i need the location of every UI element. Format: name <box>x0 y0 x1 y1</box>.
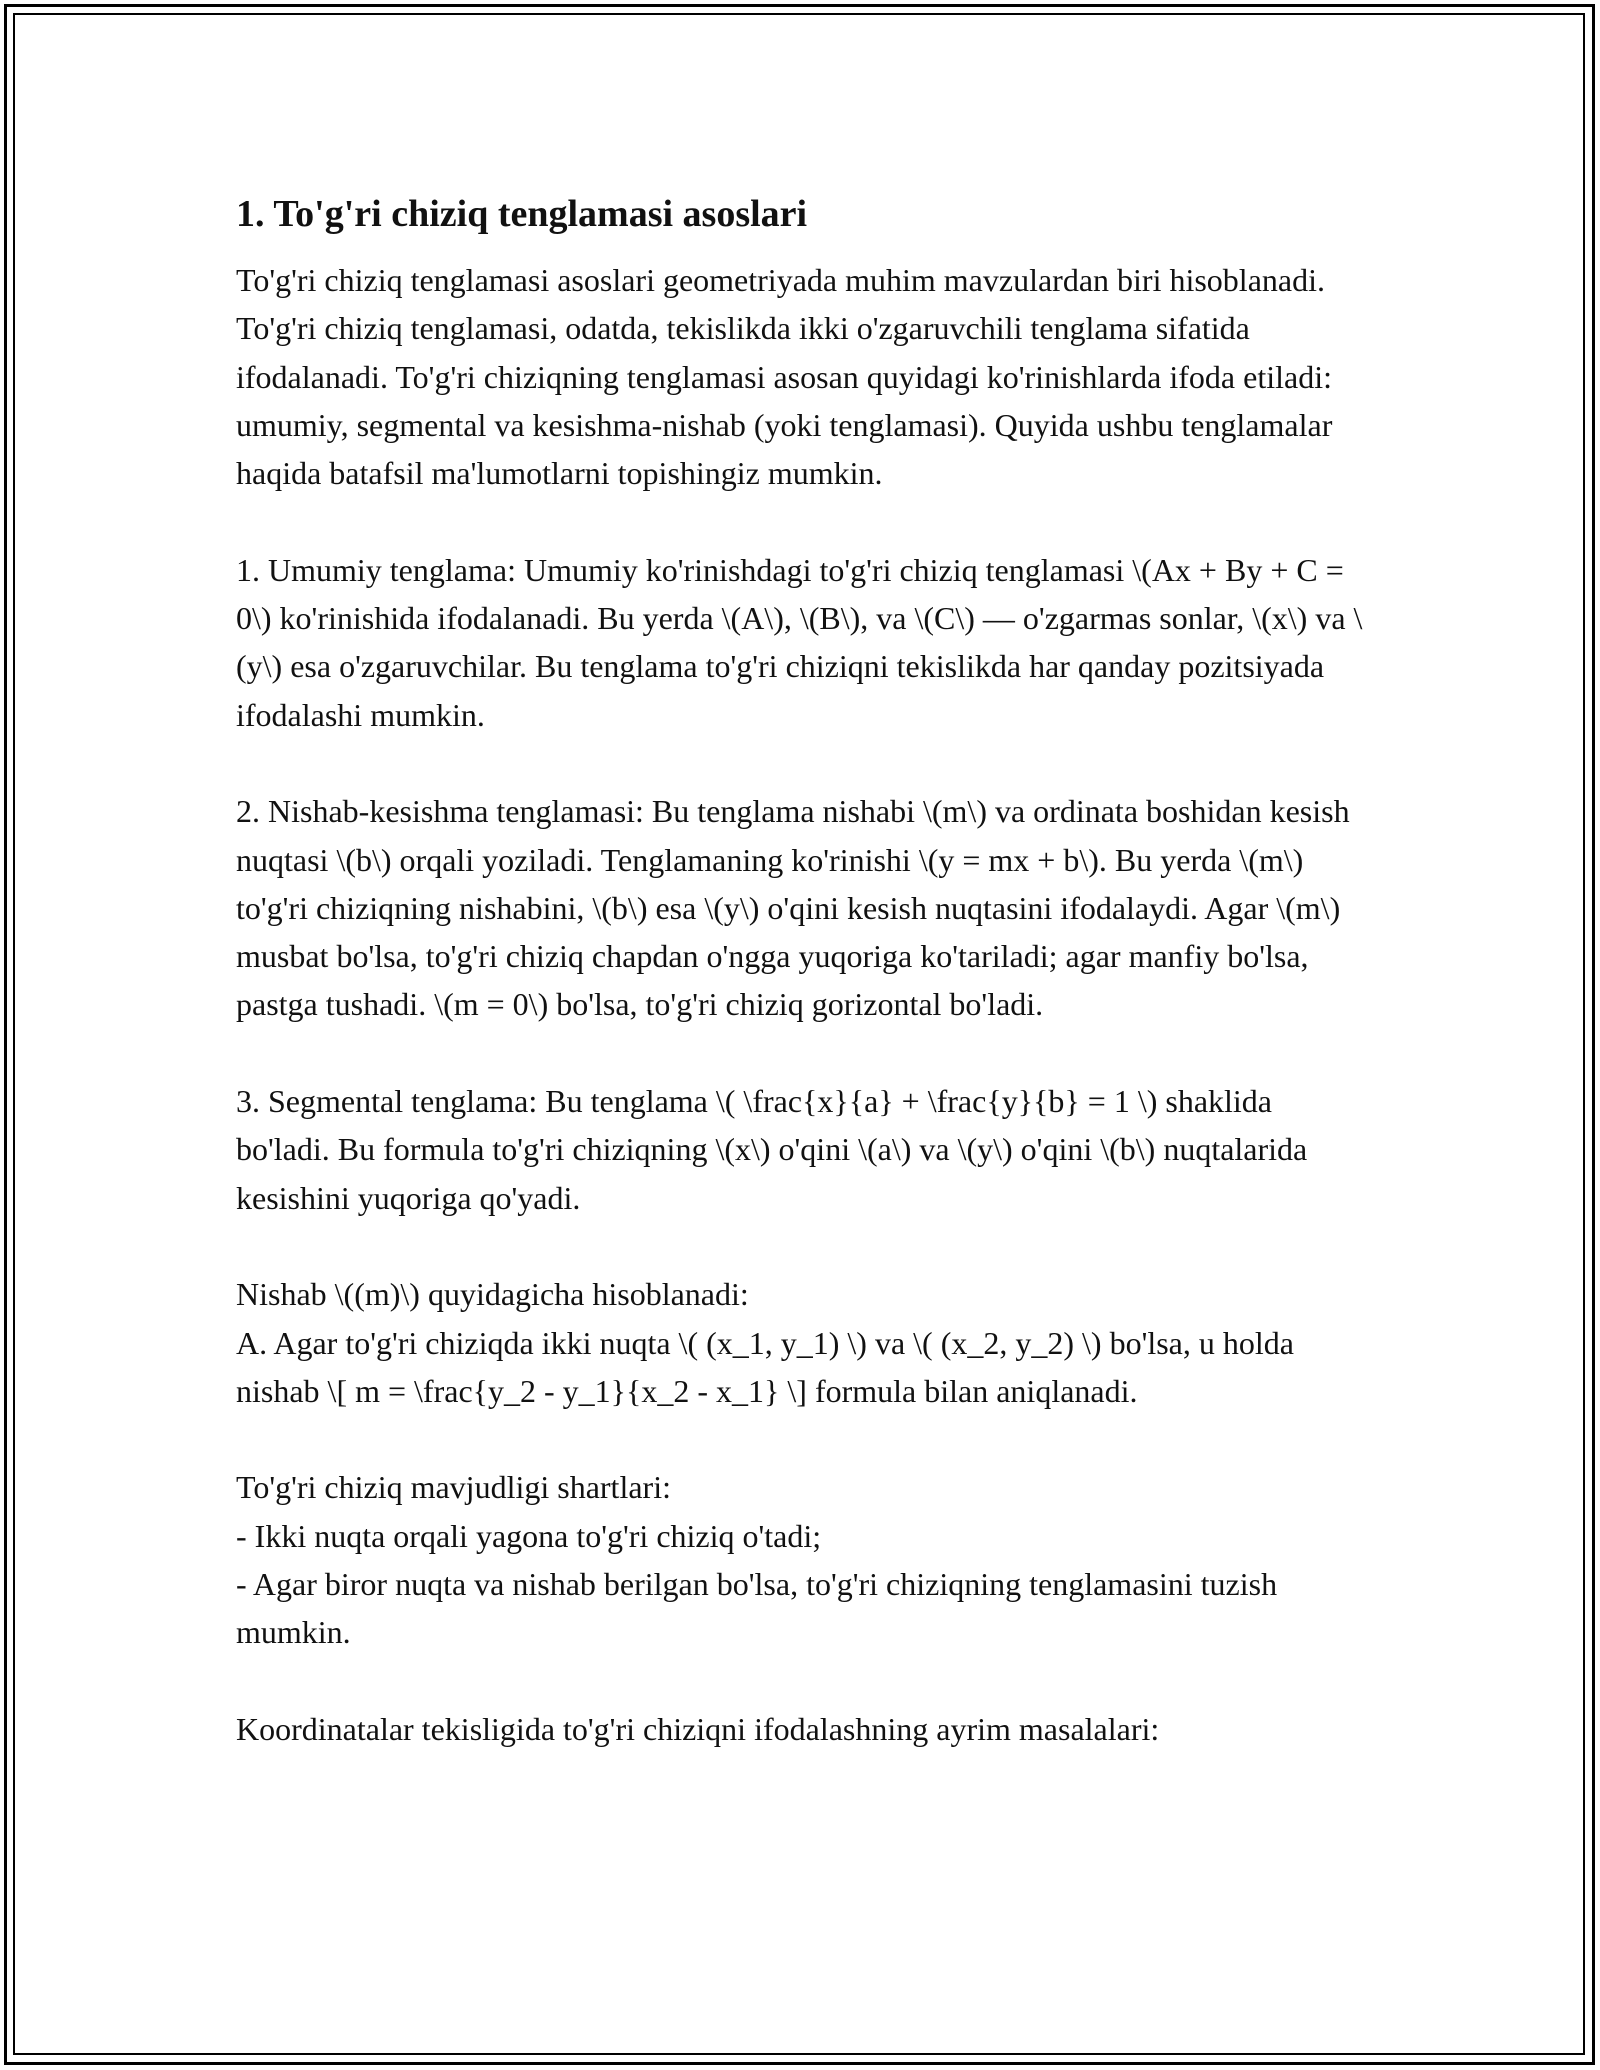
intro-paragraph: To'g'ri chiziq tenglamasi asoslari geometriyada muhim mavzulardan biri hisoblanadi. To'g'ri chiziq tenglamasi, odatda, tekislikda ikki o'zgaruvchili tenglama sifatida ifodalanadi. To'g'ri chiziqning tenglamasi asosan quyidagi ko'rinishlarda ifoda etiladi: umumiy, segmental va kesishma-nishab (yoki tenglamasi). Quyida ushbu tenglamalar haqida batafsil ma'lumotlarni topishingiz mumkin. <box>236 262 1333 492</box>
document-body <box>236 186 1366 1753</box>
document-title: 1. To'g'ri chiziq tenglamasi asoslari <box>236 193 808 235</box>
paragraph-spacer <box>236 1415 1366 1463</box>
closing-line: Koordinatalar tekisligida to'g'ri chiziqni ifodalashning ayrim masalalari: <box>236 1710 1160 1747</box>
section-slope-intercept: 2. Nishab-kesishma tenglamasi: Bu tenglama nishabi \(m\) va ordinata boshidan kesish nuqtasi \(b\) orqali yoziladi. Tenglamaning ko'rinishi \(y = mx + b\). Bu yerda \(m\) to'g'ri chiziqning nishabini, \(b\) esa \(y\) o'qini kesish nuqtasini ifodalaydi. Agar \(m\) musbat bo'lsa, to'g'ri chiziq chapdan o'ngga yuqoriga ko'tariladi; agar manfiy bo'lsa, pastga tushadi. \(m = 0\) bo'lsa, to'g'ri chiziq gorizontal bo'ladi. <box>236 793 1350 1023</box>
section-general-equation: 1. Umumiy tenglama: Umumiy ko'rinishdagi to'g'ri chiziq tenglamasi \(Ax + By + C = 0\) ko'rinishida ifodalanadi. Bu yerda \(A\), \(B\), va \(C\) — o'zgarmas sonlar, \(x\) va \(y\) esa o'zgaruvchilar. Bu tenglama to'g'ri chiziqni tekislikda har qanday pozitsiyada ifodalashi mumkin. <box>236 551 1363 733</box>
conditions-heading: To'g'ri chiziq mavjudligi shartlari: <box>236 1469 671 1506</box>
condition-item: - Ikki nuqta orqali yagona to'g'ri chiziq o'tadi; <box>236 1517 822 1554</box>
paragraph-spacer <box>236 497 1366 545</box>
paragraph-spacer <box>236 1657 1366 1705</box>
section-segmental-equation: 3. Segmental tenglama: Bu tenglama \( \frac{x}{a} + \frac{y}{b} = 1 \) shaklida bo'ladi. Bu formula to'g'ri chiziqning \(x\) o'qini \(a\) va \(y\) o'qini \(b\) nuqtalarida kesishini yuqoriga qo'yadi. <box>236 1083 1308 1216</box>
paragraph-spacer <box>236 739 1366 787</box>
slope-formula-text: A. Agar to'g'ri chiziqda ikki nuqta \( (x_1, y_1) \) va \( (x_2, y_2) \) bo'lsa, u holda nishab \[ m = \frac{y_2 - y_1}{x_2 - x_1} \] formula bilan aniqlanadi. <box>236 1324 1294 1409</box>
slope-heading: Nishab \((m)\) quyidagicha hisoblanadi: <box>236 1276 749 1313</box>
paragraph-spacer <box>236 1222 1366 1270</box>
condition-item: - Agar biror nuqta va nishab berilgan bo'lsa, to'g'ri chiziqning tenglamasini tuzish mumkin. <box>236 1566 1278 1651</box>
paragraph-spacer <box>236 1029 1366 1077</box>
